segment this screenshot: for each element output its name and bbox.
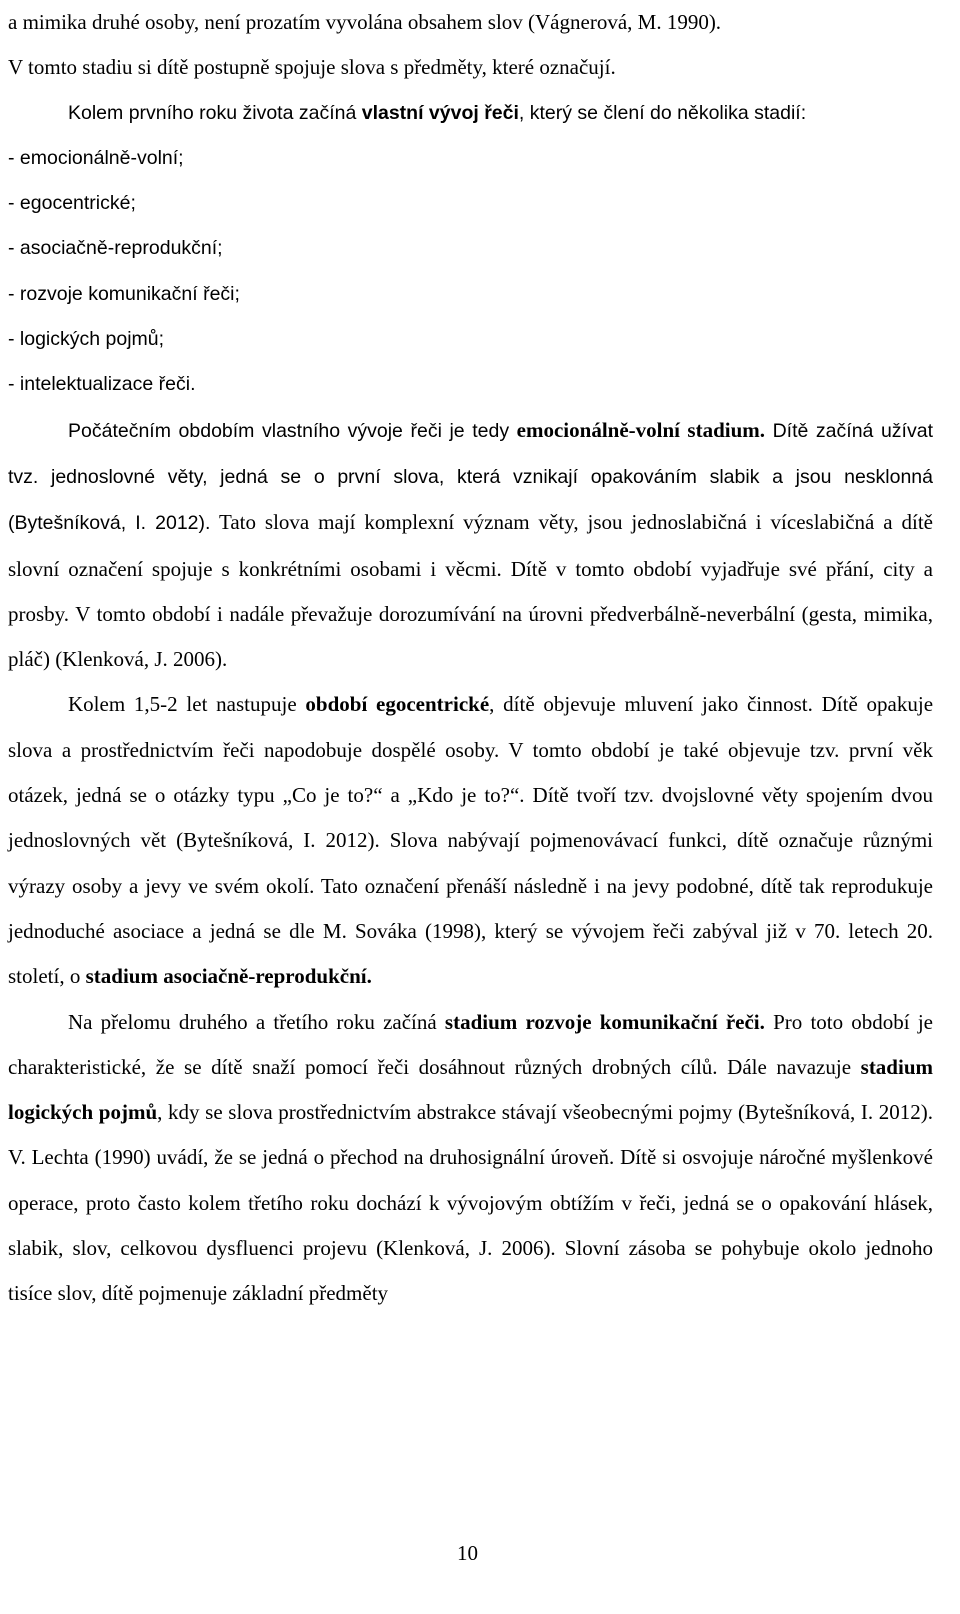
stages-list xyxy=(8,136,933,408)
list-item: - egocentrické; xyxy=(8,192,136,215)
paragraph-stages-intro xyxy=(8,91,933,136)
text-run: Na přelomu druhého a třetího roku začíná xyxy=(68,1009,445,1034)
list-item: - emocionálně-volní; xyxy=(8,146,184,169)
text-run: Pro toto období je charakteristické, že se dítě snaží pomocí řeči dosáhnout různých drobných cílů. Dále navazuje xyxy=(8,1009,933,1079)
text-run: , dítě objevuje mluvení jako činnost. Dítě opakuje slova a prostřednictvím řeči napodobuje dospělé osoby. V tomto období je také objevuje tzv. první věk otázek, jedná se o otázky typu „Co je to?“ a „Kdo je to?“. Dítě tvoří tzv. dvojslovné věty spojením dvou jednoslovných vět (Bytešníková, I. 2012). Slova nabývají pojmenovávací funkci, dítě označuje různými výrazy osoby a jevy ve svém okolí. Tato označení přenáší následně i na jevy podobné, dítě tak reprodukuje jednoduché asociace a jedná se dle M. Sováka (1998), který se vývojem řeči zabýval již v 70. letech 20. století, o xyxy=(8,692,934,989)
document-page xyxy=(8,0,933,1317)
text-line: a mimika druhé osoby, není prozatím vyvolána obsahem slov (Vágnerová, M. 1990). xyxy=(8,10,722,34)
bold-term: stadium rozvoje komunikační řeči. xyxy=(444,1009,765,1034)
text-run: Kolem 1,5-2 let nastupuje xyxy=(68,692,306,717)
list-item: - logických pojmů; xyxy=(8,328,165,351)
paragraph-intro xyxy=(8,0,933,91)
bold-term: vlastní vývoj řeči xyxy=(361,101,519,124)
paragraph-emotional-stage xyxy=(8,408,933,683)
bold-term: stadium asociačně-reprodukční. xyxy=(85,964,372,989)
text-run: , který se člení do několika stadií: xyxy=(518,101,807,124)
text-line: V tomto stadiu si dítě postupně spojuje slova s předměty, které označují. xyxy=(8,55,616,80)
list-item: - rozvoje komunikační řeči; xyxy=(8,282,240,305)
paragraph-egocentric-stage xyxy=(8,682,933,999)
text-run: Dítě začíná užívat tvz. jednoslovné věty, jedná se o první slova, která vznikají opakováním slabik a jsou nesklonná (Bytešníková, I. 2012). xyxy=(8,419,933,535)
text-run: , kdy se slova prostřednictvím abstrakce stávají všeobecnými pojmy (Bytešníková, I. 2012). V. Lechta (1990) uvádí, že se jedná o přechod na druhosignální úroveň. Dítě si osvojuje náročné myšlenkové operace, proto často kolem třetího roku dochází k vývojovým obtížím v řeči, jedná se o opakování hlásek, slabik, slov, celkovou dysfluenci projevu (Klenková, J. 2006). Slovní zásoba se pohybuje okolo jednoho tisíce slov, dítě pojmenuje základní předměty xyxy=(8,1100,933,1306)
bold-term: emocionálně-volní stadium. xyxy=(516,417,766,442)
bold-term: stadium logických pojmů xyxy=(8,1054,933,1125)
text-run: Tato slova mají komplexní význam věty, jsou jednoslabičná i víceslabičná a dítě slovní označení spojuje s konkrétními osobami i věcmi. Dítě v tomto období vyjadřuje své přání, city a prosby. V tomto období i nadále převažuje dorozumívání na úrovni předverbálně-neverbální (gesta, mimika, pláč) (Klenková, J. 2006). xyxy=(8,510,933,672)
list-item: - intelektualizace řeči. xyxy=(8,373,196,396)
page-number: 10 xyxy=(457,1541,478,1565)
paragraph-communication-stage xyxy=(8,1000,933,1317)
list-item: - asociačně-reprodukční; xyxy=(8,237,223,260)
text-run: Počátečním obdobím vlastního vývoje řeči je tedy xyxy=(68,419,517,442)
text-run: Kolem prvního roku života začíná xyxy=(68,101,362,124)
bold-term: období egocentrické xyxy=(305,692,490,717)
